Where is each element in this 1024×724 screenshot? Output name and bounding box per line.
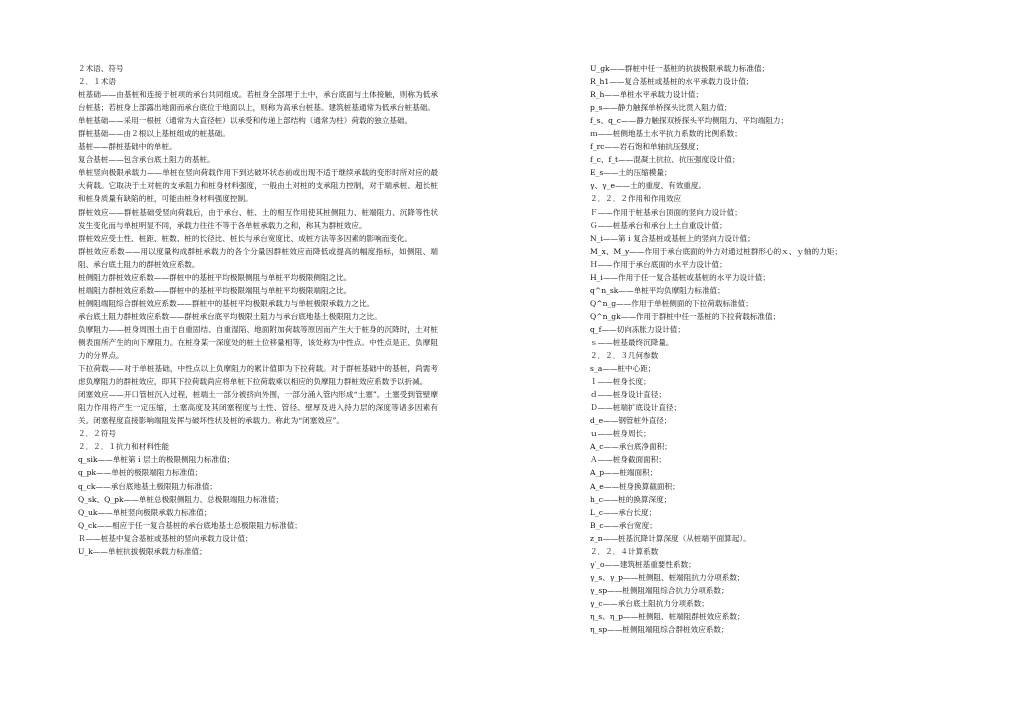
definition-paragraph: 桩基础——由基桩和连接于桩项的承台共同组成。若桩身全部埋于土中，承台底面与土体接触，则称为低承台桩基；若桩身上部露出地面而承台底位于地面以上，则称为高承台桩基。建筑桩基通常为低承台桩基础。 xyxy=(78,90,438,113)
symbol-line: A_p——桩端面积； xyxy=(590,468,658,478)
symbol-line: η_sp——桩侧阻端阻综合群桩效应系数； xyxy=(590,625,729,635)
subsection-heading: ２．２．２作用和作用效应 xyxy=(590,194,682,204)
symbol-line: L_c——承台长度； xyxy=(590,507,657,517)
symbol-line: U_k——单桩抗拔极限承载力标准值； xyxy=(78,546,207,556)
symbol-line: z_n——桩基沉降计算深度（从桩端平面算起）。 xyxy=(590,533,751,543)
symbol-line: f_rc——岩石饱和单轴抗压强度； xyxy=(590,142,704,152)
symbol-line: d_e——钢管桩外直径； xyxy=(590,416,672,426)
symbol-line: q_ck——承台底地基土极限阻力标准值； xyxy=(78,481,218,491)
definition-paragraph: 基桩——群桩基础中的单桩。 xyxy=(78,142,177,152)
symbol-line: R_h——单桩水平承载力设计值； xyxy=(590,90,704,100)
symbol-line: H_i——作用于任一复合基桩或基桩的水平力设计值； xyxy=(590,272,770,282)
symbol-line: γ′_o——建筑桩基重要性系数； xyxy=(590,559,696,569)
definition-paragraph: 复合基桩——包含承台底土阻力的基桩。 xyxy=(78,155,215,165)
symbol-line: f_c、f_t——混凝土抗拉、抗压强度设计值； xyxy=(590,155,740,165)
definition-paragraph: 单桩基础——采用一根桩（通常为大直径桩）以承受和传递上部结构（通常为柱）荷载的独立基础。 xyxy=(78,116,413,126)
symbol-line: q_f——切向冻胀力设计值； xyxy=(590,324,685,334)
definition-paragraph: 单桩竖向极限承载力——单桩在竖向荷载作用下到达破坏状态前或出现不适于继续承载的变形时所对应的最大荷载。它取决于土对桩的支承阻力和桩身材料强度，一般由土对桩的支承阻力控制，对于端承桩、超长桩和桩身质量有缺陷的桩，可能由桩身材料强度控制。 xyxy=(78,168,438,204)
left-text-column xyxy=(78,62,438,558)
definition-paragraph: 群桩效应——群桩基础受竖向荷载后，由于承台、桩、土的相互作用使其桩侧阻力、桩端阻力、沉降等性状发生变化而与单桩明显不同，承载力往往不等于各单桩承载力之和，称其为群桩效应。 xyxy=(78,207,438,230)
symbol-line: Q_uk——单桩竖向极限承载力标准值； xyxy=(78,507,212,517)
symbol-line: ｓ——桩基最终沉降量。 xyxy=(590,337,674,347)
definition-paragraph: 桩侧阻端阻综合群桩效应系数——群桩中的基桩平均极限承载力与单桩极限承载力之比。 xyxy=(78,298,375,308)
definition-paragraph: 桩端阻力群桩效应系数——群桩中的基桩平均极限端阻与单桩平均极限端阻之比。 xyxy=(78,285,352,295)
subsection-heading: ２．１术语 xyxy=(78,77,116,87)
definition-paragraph: 承台底土阻力群桩效应系数——群桩承台底平均极限土阻力与承台底地基土极限阻力之比。 xyxy=(78,311,382,321)
definition-paragraph: 下拉荷载——对于单桩基础，中性点以上负摩阻力的累计值即为下拉荷载。对于群桩基础中的基桩，尚需考虑负摩阻力的群桩效应，即其下拉荷载尚应将单桩下拉荷载乘以相应的负摩阻力群桩效应系数予以折减。 xyxy=(78,364,438,387)
definition-paragraph: 群桩效应受土性、桩距、桩数、桩的长径比、桩长与承台宽度比、成桩方法等多因素的影响而变化。 xyxy=(78,233,413,243)
subsection-heading: ２．２．３几何参数 xyxy=(590,351,659,361)
symbol-line: q_pk——单桩的极限端阻力标准值； xyxy=(78,468,203,478)
symbol-line: Ｄ——桩端扩底设计直径； xyxy=(590,403,682,413)
symbol-line: M_x、M_y——作用于承台底面的外力对通过桩群形心的ｘ、ｙ轴的力矩； xyxy=(590,246,842,256)
symbol-line: A_c——承台底净面积； xyxy=(590,442,672,452)
symbol-line: Ｆ——作用于桩基承台顶面的竖向力设计值； xyxy=(590,207,742,217)
symbol-line: ｕ——桩身周长； xyxy=(590,429,651,439)
symbol-line: ｄ——桩身设计直径； xyxy=(590,390,666,400)
symbol-line: γ_c——承台底土阻抗力分项系数； xyxy=(590,598,709,608)
symbol-line: Q^n_g——作用于单桩侧面的下拉荷载标准值； xyxy=(590,298,753,308)
section-heading: ２术语、符号 xyxy=(78,64,124,73)
subsection-heading: ２．２符号 xyxy=(78,429,116,439)
symbol-line: Q^n_gk——作用于群桩中任一基桩的下拉荷载标准值； xyxy=(590,311,781,321)
symbol-line: N_i——第ｉ复合基桩或基桩上的竖向力设计值； xyxy=(590,233,755,243)
subsection-heading: ２．２．１抗力和材料性能 xyxy=(78,442,170,452)
symbol-line: A_e——桩身换算截面积； xyxy=(590,481,680,491)
definition-paragraph: 闭塞效应——开口管桩沉入过程，桩端土一部分被挤向外围，一部分涌入管内形成“土塞”。土塞受到管壁摩阻力作用将产生一定压缩，土塞高度及其闭塞程度与土性、管径、壁厚及进入持力层的深度等诸多因素有关。闭塞程度直接影响端阻发挥与破坏性状及桩的承载力。称此为“闭塞效应”。 xyxy=(78,390,438,426)
symbol-line: p_s——静力触探单桥探头比贯入阻力值； xyxy=(590,103,732,113)
symbol-line: E_s——土的压缩模量； xyxy=(590,168,672,178)
definition-paragraph: 群桩基础——由２根以上基桩组成的桩基础。 xyxy=(78,129,230,139)
symbol-line: Ｇ——桩基承台和承台上土自重设计值； xyxy=(590,220,727,230)
symbol-line: R_h1——复合基桩或基桩的水平承载力设计值； xyxy=(590,77,754,87)
symbol-line: f_s、q_c——静力触探双桥探头平均侧阻力、平均端阻力； xyxy=(590,116,789,126)
symbol-line: q_sik——单桩第ｉ层土的极限侧阻力标准值； xyxy=(78,455,235,465)
symbol-line: Q_sk、Q_pk——单桩总极限侧阻力、总极限端阻力标准值； xyxy=(78,494,284,504)
definition-paragraph: 负摩阻力——桩身周围土由于自重固结、自重湿陷、地面附加荷载等原因而产生大于桩身的沉降时，土对桩侧表面所产生的向下摩阻力。在桩身某一深度处的桩土位移量相等，该处称为中性点。中性点是正、负摩阻力的分界点。 xyxy=(78,324,438,361)
symbol-line: Ｈ——作用于承台底面的水平力设计值； xyxy=(590,259,727,269)
symbol-line: Q_ck——相应于任一复合基桩的承台底地基土总极限阻力标准值； xyxy=(78,520,302,530)
symbol-line: γ_s、γ_p——桩侧阻、桩端阻抗力分项系数； xyxy=(590,572,745,582)
symbol-line: q^n_sk——单桩平均负摩阻力标准值； xyxy=(590,285,725,295)
right-text-column xyxy=(590,62,890,636)
symbol-line: γ_sp——桩侧阻端阻综合抗力分项系数； xyxy=(590,585,729,595)
definition-paragraph: 群桩效应系数——用以度量构成群桩承载力的各个分量因群桩效应而降低或提高的幅度指标，如侧阻、端阻、承台底土阻力的群桩效应系数。 xyxy=(78,246,438,269)
symbol-line: Ａ——桩身截面面积； xyxy=(590,455,666,465)
symbol-line: ｍ——桩侧地基土水平抗力系数的比例系数； xyxy=(590,129,742,139)
symbol-line: ｌ——桩身长度； xyxy=(590,377,651,387)
definition-paragraph: 桩侧阻力群桩效应系数——群桩中的基桩平均极限侧阻与单桩平均极限侧阻之比。 xyxy=(78,272,352,282)
subsection-heading: ２．２．４计算系数 xyxy=(590,546,659,556)
symbol-line: η_s、η_p——桩侧阻、桩端阻群桩效应系数； xyxy=(590,611,745,621)
symbol-line: γ、γ_e——土的重度、有效重度。 xyxy=(590,181,707,191)
symbol-line: U_gk——群桩中任一基桩的抗拔极限承载力标准值； xyxy=(590,64,770,73)
symbol-line: h_c——桩的换算深度； xyxy=(590,494,672,504)
symbol-line: B_c——承台宽度； xyxy=(590,520,657,530)
symbol-line: Ｒ——桩基中复合基桩或基桩的竖向承载力设计值； xyxy=(78,533,253,543)
symbol-line: s_a——桩中心距； xyxy=(590,364,656,374)
